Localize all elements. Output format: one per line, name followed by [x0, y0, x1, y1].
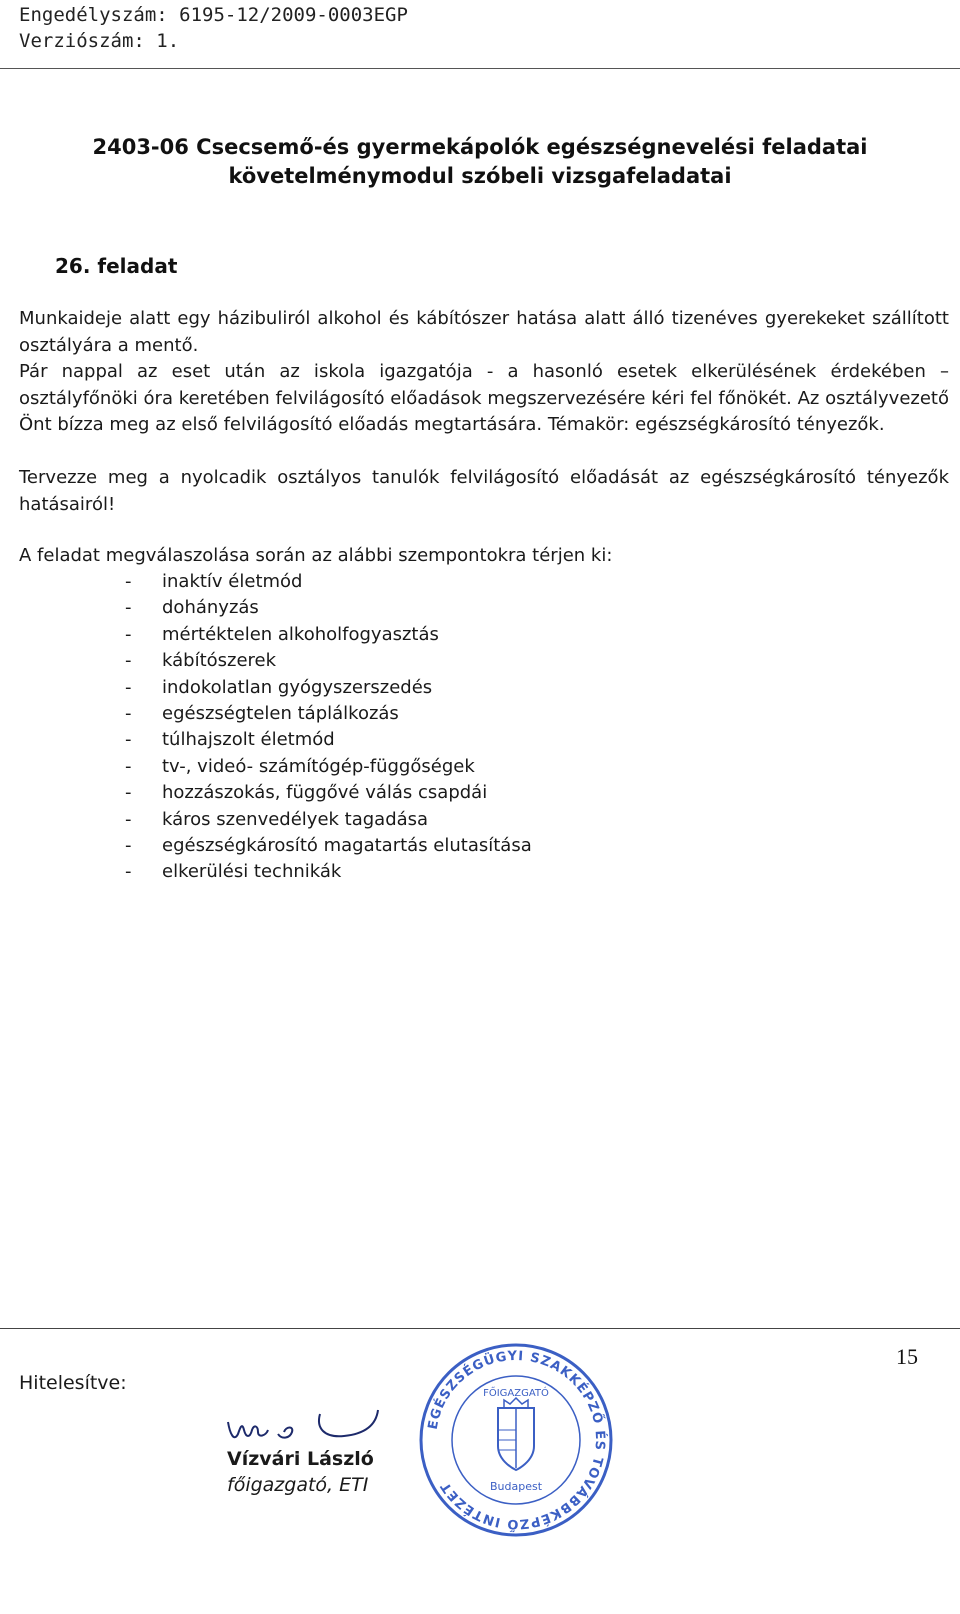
list-item: [19, 648, 532, 674]
list-item: [19, 701, 532, 727]
list-item: [19, 833, 532, 859]
document-title: [0, 133, 960, 191]
list-item: [19, 675, 532, 701]
list-dash: -: [125, 650, 132, 672]
list-dash: -: [125, 861, 132, 883]
footer-divider: [0, 1328, 960, 1329]
svg-text:FŐIGAZGATÓ: FŐIGAZGATÓ: [483, 1388, 549, 1399]
list-dash: -: [125, 755, 132, 777]
document-header: [19, 2, 408, 54]
list-dash: -: [125, 597, 132, 619]
title-line-1: 2403-06 Csecsemő-és gyermekápolók egészségnevelési feladatai: [92, 135, 868, 159]
list-item-text: mértéktelen alkoholfogyasztás: [162, 623, 439, 645]
list-dash: -: [125, 835, 132, 857]
certified-label: Hitelesítve:: [19, 1372, 127, 1394]
paragraph-2: Pár nappal az eset után az iskola igazgatója - a hasonló esetek elkerülésének érdekében – osztályfőnöki óra keretében felvilágosító előadások megszervezésére kéri fel főnökét. Az osztályvezető Önt bízza meg az első felvilágosító előadás megtartására. Témakör: egészségkárosító tényezők.: [19, 361, 949, 435]
paragraph-1: Munkaideje alatt egy házibuliról alkohol és kábítószer hatása alatt álló tizenéves gyerekeket szállított osztályára a mentő.: [19, 308, 949, 356]
paragraph-3: Tervezze meg a nyolcadik osztályos tanulók felvilágosító előadását az egészségkárosító tényezők hatásairól!: [19, 467, 949, 515]
list-item: [19, 622, 532, 648]
list-dash: -: [125, 703, 132, 725]
list-item-text: tv-, videó- számítógép-függőségek: [162, 755, 475, 777]
list-item: [19, 780, 532, 806]
page-number: 15: [896, 1344, 918, 1369]
list-item-text: káros szenvedélyek tagadása: [162, 808, 429, 830]
list-item-text: kábítószerek: [162, 650, 277, 672]
list-dash: -: [125, 571, 132, 592]
list-item: [19, 569, 532, 595]
official-seal-icon: [418, 1342, 614, 1538]
list-item-text: elkerülési technikák: [162, 861, 342, 883]
title-line-2: követelménymodul szóbeli vizsgafeladatai: [228, 164, 732, 188]
list-item-text: inaktív életmód: [162, 571, 303, 592]
aspect-list: [19, 569, 532, 886]
signature-icon: [220, 1404, 390, 1452]
list-item: [19, 727, 532, 753]
task-label: 26. feladat: [55, 254, 178, 278]
list-item: [19, 807, 532, 833]
license-number: Engedélyszám: 6195-12/2009-0003EGP: [19, 4, 408, 26]
list-item: [19, 595, 532, 621]
signer-role: főigazgató, ETI: [227, 1474, 369, 1496]
list-item: [19, 859, 532, 885]
list-dash: -: [125, 623, 132, 645]
signer-name: Vízvári László: [227, 1448, 374, 1470]
svg-text:EGÉSZSÉGÜGYI SZAKKÉPZŐ ÉS TOVÁ: EGÉSZSÉGÜGYI SZAKKÉPZŐ ÉS TOVÁBBKÉPZŐ INTÉZET: [425, 1348, 608, 1532]
list-dash: -: [125, 808, 132, 830]
list-item: [19, 754, 532, 780]
list-item-text: indokolatlan gyógyszerszedés: [162, 676, 433, 698]
list-item-text: hozzászokás, függővé válás csapdái: [162, 782, 488, 804]
header-divider: [0, 68, 960, 69]
list-dash: -: [125, 782, 132, 804]
list-dash: -: [125, 676, 132, 698]
list-item-text: dohányzás: [162, 597, 259, 619]
list-item-text: egészségtelen táplálkozás: [162, 703, 399, 725]
list-item-text: egészségkárosító magatartás elutasítása: [162, 835, 532, 857]
list-dash: -: [125, 729, 132, 751]
list-intro: A feladat megválaszolása során az alábbi szempontokra térjen ki:: [19, 545, 613, 566]
svg-text:Budapest: Budapest: [489, 1480, 543, 1493]
list-item-text: túlhajszolt életmód: [162, 729, 335, 751]
version-number: Verziószám: 1.: [19, 30, 180, 52]
